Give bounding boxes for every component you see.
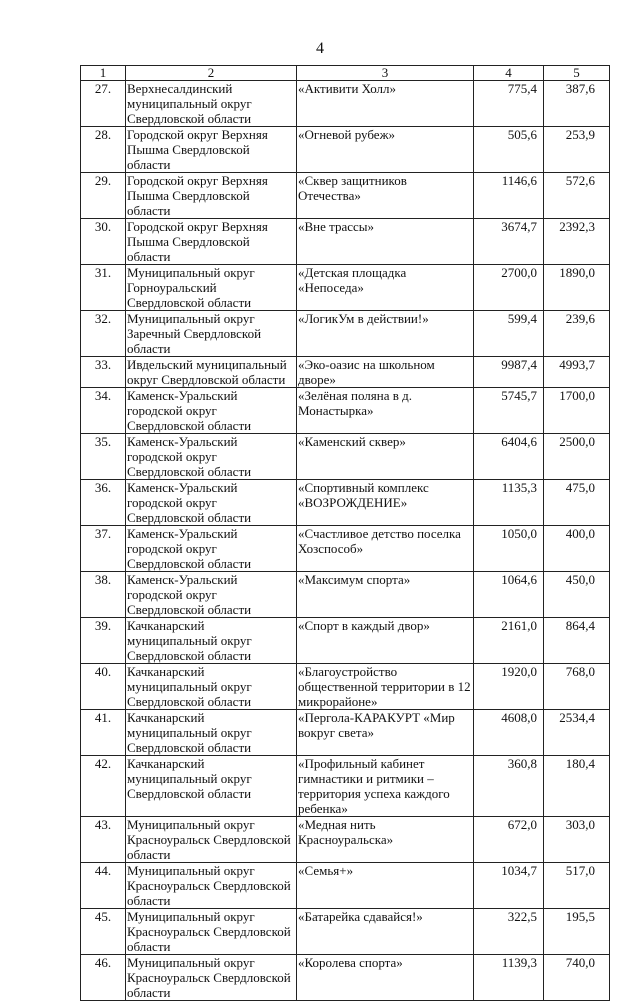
table-row [81,955,610,1001]
table-row [81,756,610,817]
project-cell: «Семья+» [297,863,474,909]
table-row [81,81,610,127]
municipality-cell: Каменск-Уральский городской округ Свердловской области [126,572,297,618]
value-col-5: 4993,7 [544,357,610,388]
project-cell: «Детская площадка «Непоседа» [297,265,474,311]
row-number: 41. [81,710,126,756]
project-cell: «Батарейка сдавайся!» [297,909,474,955]
table-row [81,311,610,357]
table-row [81,173,610,219]
value-col-5: 2392,3 [544,219,610,265]
value-col-4: 1034,7 [474,863,544,909]
value-col-4: 1064,6 [474,572,544,618]
value-col-5: 400,0 [544,526,610,572]
header-col-5: 5 [544,66,610,81]
row-number: 37. [81,526,126,572]
value-col-5: 450,0 [544,572,610,618]
project-cell: «Счастливое детство поселка Хозспособ» [297,526,474,572]
project-cell: «Профильный кабинет гимнастики и ритмики – территория успеха каждого ребенка» [297,756,474,817]
project-cell: «Сквер защитников Отечества» [297,173,474,219]
municipality-cell: Ивдельский муниципальный округ Свердловской области [126,357,297,388]
row-number: 34. [81,388,126,434]
municipality-cell: Муниципальный округ Красноуральск Свердловской области [126,955,297,1001]
value-col-4: 2700,0 [474,265,544,311]
value-col-4: 1139,3 [474,955,544,1001]
header-col-3: 3 [297,66,474,81]
municipality-cell: Муниципальный округ Горноуральский Свердловской области [126,265,297,311]
page-number: 4 [316,40,324,57]
value-col-4: 4608,0 [474,710,544,756]
value-col-4: 505,6 [474,127,544,173]
project-cell: «Медная нить Красноуральска» [297,817,474,863]
table-row [81,434,610,480]
table-row [81,526,610,572]
value-col-4: 599,4 [474,311,544,357]
header-col-1: 1 [81,66,126,81]
municipality-cell: Каменск-Уральский городской округ Свердловской области [126,480,297,526]
municipality-cell: Муниципальный округ Красноуральск Свердловской области [126,909,297,955]
row-number: 29. [81,173,126,219]
value-col-5: 253,9 [544,127,610,173]
project-cell: «Активити Холл» [297,81,474,127]
municipality-cell: Городской округ Верхняя Пышма Свердловской области [126,127,297,173]
table-row [81,817,610,863]
projects-table [80,65,610,1001]
value-col-5: 2500,0 [544,434,610,480]
row-number: 42. [81,756,126,817]
value-col-5: 195,5 [544,909,610,955]
project-cell: «Максимум спорта» [297,572,474,618]
project-cell: «Эко-оазис на школьном дворе» [297,357,474,388]
municipality-cell: Городской округ Верхняя Пышма Свердловской области [126,173,297,219]
table-row [81,618,610,664]
municipality-cell: Качканарский муниципальный округ Свердловской области [126,618,297,664]
value-col-5: 387,6 [544,81,610,127]
municipality-cell: Верхнесалдинский муниципальный округ Свердловской области [126,81,297,127]
table-row [81,909,610,955]
value-col-5: 2534,4 [544,710,610,756]
value-col-5: 740,0 [544,955,610,1001]
value-col-4: 1146,6 [474,173,544,219]
project-cell: «Спортивный комплекс «ВОЗРОЖДЕНИЕ» [297,480,474,526]
project-cell: «Королева спорта» [297,955,474,1001]
municipality-cell: Качканарский муниципальный округ Свердловской области [126,710,297,756]
row-number: 31. [81,265,126,311]
value-col-4: 1050,0 [474,526,544,572]
value-col-4: 5745,7 [474,388,544,434]
value-col-4: 1920,0 [474,664,544,710]
row-number: 30. [81,219,126,265]
table-row [81,265,610,311]
value-col-4: 322,5 [474,909,544,955]
row-number: 45. [81,909,126,955]
value-col-5: 864,4 [544,618,610,664]
project-cell: «Каменский сквер» [297,434,474,480]
row-number: 27. [81,81,126,127]
municipality-cell: Муниципальный округ Красноуральск Свердловской области [126,863,297,909]
row-number: 33. [81,357,126,388]
table-row [81,710,610,756]
project-cell: «Вне трассы» [297,219,474,265]
value-col-5: 1890,0 [544,265,610,311]
table-row [81,388,610,434]
municipality-cell: Каменск-Уральский городской округ Свердловской области [126,434,297,480]
row-number: 40. [81,664,126,710]
value-col-5: 1700,0 [544,388,610,434]
table-row [81,664,610,710]
value-col-5: 303,0 [544,817,610,863]
municipality-cell: Муниципальный округ Заречный Свердловской области [126,311,297,357]
project-cell: «Огневой рубеж» [297,127,474,173]
header-row [81,66,610,81]
municipality-cell: Качканарский муниципальный округ Свердловской области [126,664,297,710]
table-row [81,357,610,388]
value-col-4: 775,4 [474,81,544,127]
value-col-4: 672,0 [474,817,544,863]
municipality-cell: Каменск-Уральский городской округ Свердловской области [126,526,297,572]
header-col-4: 4 [474,66,544,81]
value-col-4: 360,8 [474,756,544,817]
project-cell: «Пергола-КАРАКУРТ «Мир вокруг света» [297,710,474,756]
row-number: 39. [81,618,126,664]
row-number: 32. [81,311,126,357]
header-col-2: 2 [126,66,297,81]
row-number: 36. [81,480,126,526]
row-number: 28. [81,127,126,173]
row-number: 46. [81,955,126,1001]
row-number: 43. [81,817,126,863]
table-row [81,480,610,526]
row-number: 35. [81,434,126,480]
municipality-cell: Качканарский муниципальный округ Свердловской области [126,756,297,817]
municipality-cell: Муниципальный округ Красноуральск Свердловской области [126,817,297,863]
value-col-4: 6404,6 [474,434,544,480]
table-row [81,127,610,173]
project-cell: «Благоустройство общественной территории в 12 микрорайоне» [297,664,474,710]
value-col-5: 475,0 [544,480,610,526]
municipality-cell: Городской округ Верхняя Пышма Свердловской области [126,219,297,265]
table-row [81,219,610,265]
value-col-4: 3674,7 [474,219,544,265]
table-row [81,572,610,618]
value-col-5: 572,6 [544,173,610,219]
value-col-5: 517,0 [544,863,610,909]
row-number: 38. [81,572,126,618]
row-number: 44. [81,863,126,909]
project-cell: «Спорт в каждый двор» [297,618,474,664]
value-col-5: 180,4 [544,756,610,817]
project-cell: «Зелёная поляна в д. Монастырка» [297,388,474,434]
value-col-4: 2161,0 [474,618,544,664]
table-row [81,863,610,909]
municipality-cell: Каменск-Уральский городской округ Свердловской области [126,388,297,434]
value-col-4: 1135,3 [474,480,544,526]
value-col-5: 768,0 [544,664,610,710]
project-cell: «ЛогикУм в действии!» [297,311,474,357]
value-col-5: 239,6 [544,311,610,357]
value-col-4: 9987,4 [474,357,544,388]
